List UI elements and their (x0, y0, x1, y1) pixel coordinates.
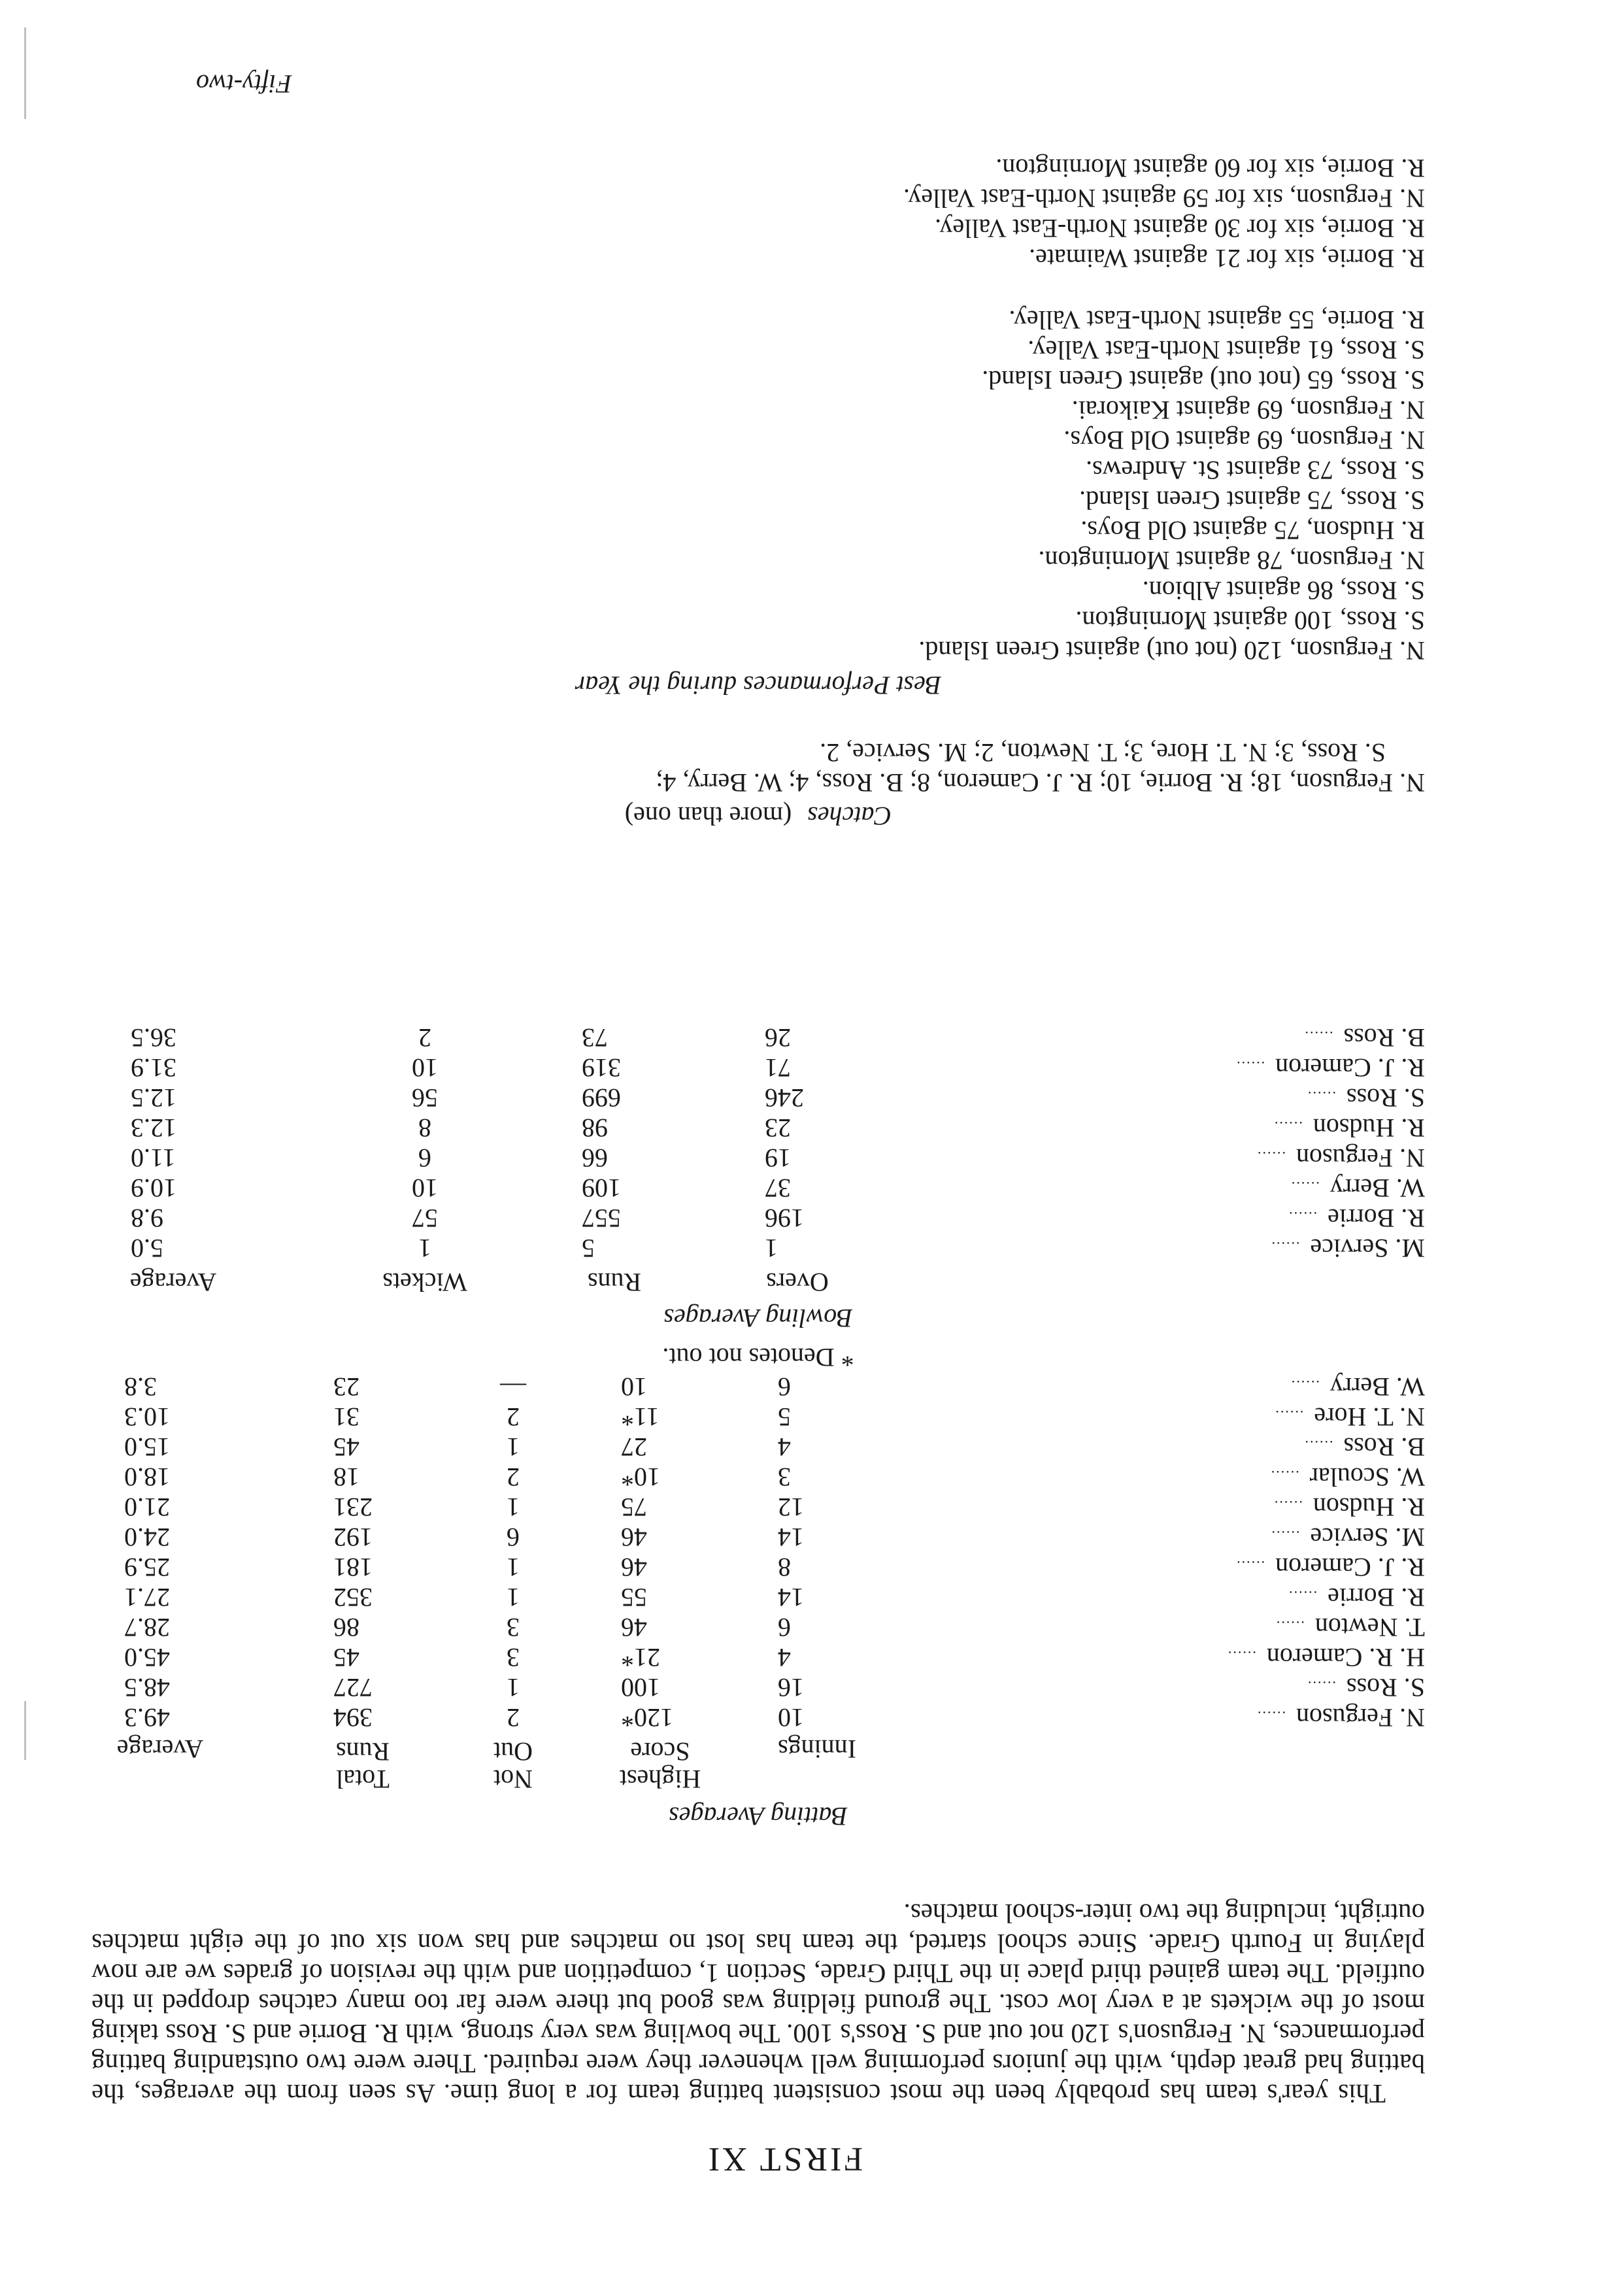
bowling-row (0, 1143, 1621, 1173)
best-bowling-list (118, 153, 1425, 273)
player-name-text: R. Hudson (1312, 1493, 1425, 1522)
not-out-value: 1 (507, 1583, 520, 1612)
highest-score-value: 120* (621, 1703, 673, 1732)
runs-value: 699 (582, 1083, 621, 1113)
batting-row (0, 1462, 1621, 1492)
leader-dots: ...... (1256, 1708, 1286, 1725)
highest-score-value: 27 (621, 1432, 647, 1462)
bowling-row (0, 1203, 1621, 1233)
overs-value: 71 (765, 1053, 791, 1083)
batting-row (0, 1642, 1621, 1672)
innings-value: 10 (778, 1703, 804, 1732)
batting-average-value: 45.0 (124, 1643, 170, 1672)
runs-value: 73 (582, 1023, 608, 1053)
bowling-row (0, 1022, 1621, 1053)
catches-heading-suffix: (more than one) (624, 802, 792, 831)
runs-value: 109 (582, 1173, 621, 1203)
innings-value: 5 (778, 1402, 791, 1432)
bowler-name-text: R. Borrie (1328, 1204, 1425, 1233)
innings-value: 8 (778, 1553, 791, 1582)
not-out-value: 3 (507, 1643, 520, 1672)
total-runs-value: 31 (333, 1402, 359, 1432)
not-out-value: 2 (507, 1703, 520, 1732)
player-name (850, 1491, 1425, 1522)
bowling-average-value: 12.3 (131, 1113, 176, 1143)
not-out-value: 2 (507, 1402, 520, 1432)
total-runs-value: 45 (333, 1432, 359, 1462)
leader-dots: ...... (1290, 1179, 1320, 1195)
batting-average-value: 28.7 (124, 1613, 170, 1642)
innings-value: 4 (778, 1432, 791, 1462)
not-out-value: 2 (507, 1462, 520, 1492)
not-out-value: 1 (507, 1432, 520, 1462)
runs-value: 5 (582, 1234, 595, 1263)
total-runs-value: 727 (333, 1673, 373, 1702)
not-out-value: 3 (507, 1613, 520, 1642)
leader-dots: ...... (1275, 1618, 1305, 1634)
catches-heading (92, 801, 1425, 832)
bowling-averages-heading: Bowling Averages (663, 1304, 853, 1333)
batting-average-value: 25.9 (124, 1553, 170, 1582)
bowler-name (850, 1172, 1425, 1203)
bowling-average-value: 31.9 (131, 1053, 176, 1083)
highest-score-value: 55 (621, 1583, 647, 1612)
leader-dots: ...... (1269, 1468, 1299, 1484)
best-batting-line: R. Borrie, 55 against North-East Valley. (1009, 305, 1425, 335)
wickets-value: 56 (412, 1083, 438, 1113)
bowler-name-text: R. Hudson (1312, 1113, 1425, 1143)
best-performances-heading: Best Performances during the Year (575, 671, 942, 700)
bowling-average-value: 36.5 (131, 1023, 176, 1053)
player-name (850, 1701, 1425, 1732)
player-name (850, 1430, 1425, 1462)
leader-dots: ...... (1273, 1498, 1303, 1514)
col-overs: Overs (766, 1268, 829, 1297)
best-batting-line: N. Ferguson, 120 (not out) against Green Island. (918, 636, 1425, 666)
player-name (850, 1641, 1425, 1672)
page-title: FIRST XI (705, 2140, 863, 2178)
total-runs-value: 394 (333, 1703, 373, 1732)
bowler-name (850, 1232, 1425, 1263)
player-name-text: R. Borrie (1328, 1583, 1425, 1612)
runs-value: 98 (582, 1113, 608, 1143)
highest-score-value: 75 (621, 1493, 647, 1522)
leader-dots: ...... (1306, 1089, 1336, 1105)
player-name-text: S. Ross (1346, 1673, 1425, 1702)
not-out-footnote: * Denotes not out. (662, 1343, 854, 1372)
col-wickets: Wickets (382, 1268, 467, 1297)
highest-score-value: 46 (621, 1523, 647, 1552)
overs-value: 37 (765, 1173, 791, 1203)
not-out-value: 1 (507, 1493, 520, 1522)
player-name (850, 1460, 1425, 1492)
bowling-averages-table (0, 1022, 1621, 1296)
highest-score-value: 11* (621, 1402, 660, 1432)
player-name-text: T. Newton (1314, 1613, 1425, 1642)
bowling-average-value: 9.8 (131, 1204, 163, 1233)
col-bowling-average: Average (129, 1268, 217, 1297)
bowling-row (0, 1083, 1621, 1113)
player-name (850, 1521, 1425, 1552)
best-batting-line: N. Ferguson, 69 against Kaikorai. (1071, 396, 1425, 425)
catches-line: N. Ferguson, 18; R. Borrie, 10; R. J. Cameron, 8; B. Ross, 4; W. Berry, 4; (656, 768, 1425, 798)
innings-value: 4 (778, 1643, 791, 1672)
leader-dots: ...... (1226, 1648, 1256, 1664)
bowling-row (0, 1113, 1621, 1143)
batting-row (0, 1402, 1621, 1432)
overs-value: 246 (765, 1083, 804, 1113)
player-name (850, 1551, 1425, 1582)
wickets-value: 8 (418, 1113, 431, 1143)
scan-edge-mark (24, 27, 26, 119)
col-runs: Runs (587, 1268, 642, 1297)
best-bowling-line: N. Ferguson, six for 59 against North-East Valley. (903, 184, 1425, 213)
total-runs-value: 181 (333, 1553, 373, 1582)
overs-value: 1 (765, 1234, 778, 1263)
leader-dots: ...... (1288, 1588, 1318, 1604)
runs-value: 66 (582, 1143, 608, 1173)
total-runs-value: 192 (333, 1523, 373, 1552)
bowler-name-text: S. Ross (1346, 1083, 1425, 1113)
batting-header-row (0, 1732, 1621, 1793)
batting-row (0, 1552, 1621, 1582)
player-name (850, 1671, 1425, 1702)
total-runs-value: 231 (333, 1493, 373, 1522)
leader-dots: ...... (1235, 1558, 1265, 1574)
col-highest-score: Highest Score (619, 1737, 701, 1794)
overs-value: 23 (765, 1113, 791, 1143)
best-batting-line: S. Ross, 65 (not out) against Green Island. (982, 365, 1425, 395)
highest-score-value: 46 (621, 1613, 647, 1642)
player-name (850, 1370, 1425, 1402)
bowling-average-value: 5.0 (131, 1234, 163, 1263)
innings-value: 6 (778, 1372, 791, 1402)
leader-dots: ...... (1303, 1028, 1333, 1045)
player-name-text: B. Ross (1343, 1432, 1425, 1462)
leader-dots: ...... (1273, 1119, 1303, 1135)
wickets-value: 1 (418, 1234, 431, 1263)
bowler-name-text: B. Ross (1343, 1023, 1425, 1053)
wickets-value: 57 (412, 1204, 438, 1233)
col-total-runs: Total Runs (335, 1737, 390, 1794)
catches-line: S. Ross, 3; N. T. Hore, 3; T. Newton, 2; M. Service, 2. (820, 738, 1386, 768)
leader-dots: ...... (1256, 1149, 1286, 1165)
batting-row (0, 1612, 1621, 1642)
bowler-name (850, 1051, 1425, 1083)
bowler-name (850, 1111, 1425, 1143)
overs-value: 19 (765, 1143, 791, 1173)
best-batting-line: S. Ross, 86 against Albion. (1142, 576, 1425, 605)
col-average: Average (116, 1734, 204, 1764)
not-out-value: — (500, 1372, 526, 1402)
best-batting-line: S. Ross, 61 against North-East Valley. (1028, 335, 1425, 365)
leader-dots: ...... (1288, 1209, 1318, 1225)
best-bowling-line: R. Borrie, six for 30 against North-East Valley. (935, 214, 1425, 243)
wickets-value: 10 (412, 1053, 438, 1083)
best-batting-line: S. Ross, 73 against St. Andrews. (1086, 456, 1425, 485)
player-name-text: H. R. Cameron (1266, 1643, 1425, 1672)
batting-rows (0, 1372, 1621, 1732)
wickets-value: 10 (412, 1173, 438, 1203)
batting-average-value: 3.8 (124, 1372, 157, 1402)
bowling-row (0, 1173, 1621, 1203)
leader-dots: ...... (1274, 1408, 1304, 1424)
not-out-value: 6 (507, 1523, 520, 1552)
batting-average-value: 49.3 (124, 1703, 170, 1732)
innings-value: 6 (778, 1613, 791, 1642)
batting-row (0, 1672, 1621, 1702)
bowler-name-text: N. Ferguson (1295, 1143, 1425, 1173)
highest-score-value: 100 (621, 1673, 660, 1702)
bowling-row (0, 1053, 1621, 1083)
page-number: Fifty-two (196, 69, 292, 99)
bowler-name (850, 1021, 1425, 1053)
not-out-value: 1 (507, 1673, 520, 1702)
player-name (850, 1400, 1425, 1432)
best-bowling-line: R. Borrie, six for 21 against Waimate. (1029, 244, 1425, 273)
bowler-name (850, 1141, 1425, 1173)
total-runs-value: 352 (333, 1583, 373, 1612)
catches-heading-label: Catches (807, 802, 892, 831)
bowling-average-value: 12.5 (131, 1083, 176, 1113)
total-runs-value: 86 (333, 1613, 359, 1642)
batting-row (0, 1522, 1621, 1552)
best-batting-list (118, 305, 1425, 666)
best-batting-line: N. Ferguson, 69 against Old Boys. (1063, 426, 1425, 455)
highest-score-value: 10 (621, 1372, 647, 1402)
batting-averages-table (0, 1372, 1621, 1793)
batting-row (0, 1432, 1621, 1462)
batting-average-value: 18.0 (124, 1462, 170, 1492)
batting-average-value: 24.0 (124, 1523, 170, 1552)
total-runs-value: 45 (333, 1643, 359, 1672)
innings-value: 3 (778, 1462, 791, 1492)
bowler-name-text: R. J. Cameron (1275, 1053, 1425, 1083)
bowling-header-row (0, 1263, 1621, 1296)
innings-value: 12 (778, 1493, 804, 1522)
best-batting-line: S. Ross, 100 against Mornington. (1075, 606, 1425, 635)
intro-paragraph (92, 1899, 1425, 2109)
highest-score-value: 21* (621, 1643, 660, 1672)
bowler-name (850, 1202, 1425, 1233)
bowling-row (0, 1233, 1621, 1263)
scan-edge-mark (24, 1701, 26, 1760)
batting-row (0, 1702, 1621, 1732)
player-name (850, 1581, 1425, 1612)
total-runs-value: 18 (333, 1462, 359, 1492)
bowling-average-value: 11.0 (131, 1143, 176, 1173)
bowling-average-value: 10.9 (131, 1173, 176, 1203)
overs-value: 26 (765, 1023, 791, 1053)
player-name-text: N. T. Hore (1314, 1402, 1425, 1432)
bowler-name-text: M. Service (1310, 1234, 1425, 1263)
innings-value: 16 (778, 1673, 804, 1702)
intro-text: This year's team has probably been the most consistent batting team for a long time. As seen from the averages, the batting had great depth, with the juniors performing well whenever they were required. There were two outstanding batting performances, N. Ferguson's 120 not out and S. Ross's 100. The bowling was very strong, with R. Borrie and S. Ross taking most of the wickets at a very low cost. The ground fielding was good but there were far too many catches dropped in the outfield. The team gained third place in the Third Grade, Section 1, competition and with the revision of grades we are now playing in Fourth Grade. Since school started, the team has lost no matches and has won six out of the eight matches outright, including the two inter-school matches. (92, 1899, 1425, 2109)
bowler-name (850, 1081, 1425, 1113)
col-not-out: Not Out (493, 1737, 533, 1794)
player-name-text: W. Scoular (1309, 1462, 1425, 1492)
col-innings: Innings (778, 1734, 856, 1764)
bowling-rows (0, 1022, 1621, 1263)
bowler-name-text: W. Berry (1329, 1173, 1425, 1203)
batting-average-value: 48.5 (124, 1673, 170, 1702)
highest-score-value: 10* (621, 1462, 660, 1492)
player-name-text: R. J. Cameron (1275, 1553, 1425, 1582)
runs-value: 319 (582, 1053, 621, 1083)
best-batting-line: S. Ross, 75 against Green Island. (1079, 486, 1425, 515)
player-name (850, 1611, 1425, 1642)
leader-dots: ...... (1290, 1377, 1320, 1394)
leader-dots: ...... (1270, 1528, 1300, 1544)
leader-dots: ...... (1303, 1438, 1333, 1454)
player-name-text: N. Ferguson (1295, 1703, 1425, 1732)
batting-average-value: 15.0 (124, 1432, 170, 1462)
batting-row (0, 1582, 1621, 1612)
best-batting-line: N. Ferguson, 78 against Mornington. (1038, 546, 1425, 575)
batting-row (0, 1492, 1621, 1522)
catches-list (118, 737, 1425, 798)
innings-value: 14 (778, 1583, 804, 1612)
total-runs-value: 23 (333, 1372, 359, 1402)
leader-dots: ...... (1306, 1678, 1336, 1695)
player-name-text: W. Berry (1329, 1372, 1425, 1402)
player-name-text: M. Service (1310, 1523, 1425, 1552)
best-bowling-line: R. Borrie, six for 60 against Mornington. (995, 154, 1425, 183)
leader-dots: ...... (1270, 1239, 1300, 1255)
highest-score-value: 46 (621, 1553, 647, 1582)
overs-value: 196 (765, 1204, 804, 1233)
runs-value: 557 (582, 1204, 621, 1233)
batting-row (0, 1372, 1621, 1402)
batting-average-value: 21.0 (124, 1493, 170, 1522)
batting-average-value: 10.3 (124, 1402, 170, 1432)
batting-averages-heading: Batting Averages (669, 1802, 848, 1831)
leader-dots: ...... (1235, 1058, 1265, 1075)
innings-value: 14 (778, 1523, 804, 1552)
wickets-value: 2 (418, 1023, 431, 1053)
wickets-value: 6 (418, 1143, 431, 1173)
batting-average-value: 27.1 (124, 1583, 170, 1612)
best-batting-line: R. Hudson, 75 against Old Boys. (1080, 516, 1425, 545)
not-out-value: 1 (507, 1553, 520, 1582)
